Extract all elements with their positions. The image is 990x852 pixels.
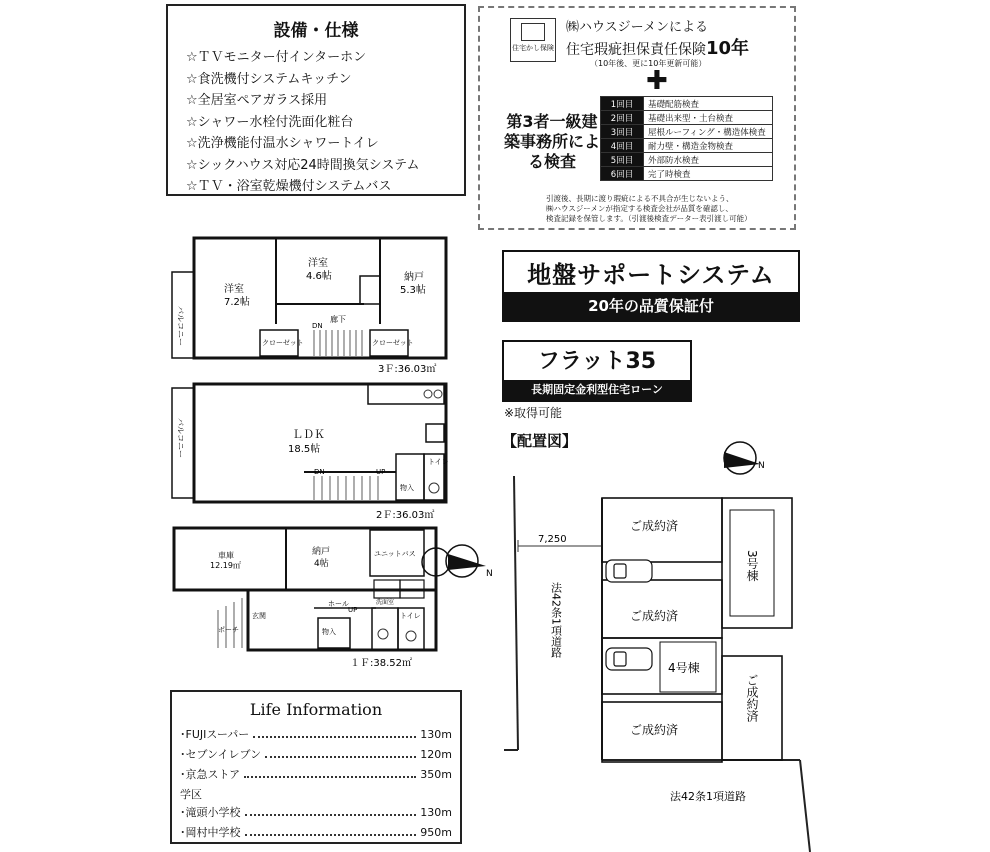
specs-item: ☆ＴＶ・浴室乾燥機付システムバス — [186, 179, 392, 194]
floor1-hall-label: ホール — [328, 600, 349, 608]
specs-item: ☆シャワー水栓付洗面化粧台 — [186, 114, 354, 130]
ground-support-bar: 20年の品質保証付 — [504, 292, 798, 320]
ground-support-title: 地盤サポートシステム — [527, 261, 775, 289]
floor1-up-label: UP — [348, 606, 358, 614]
floor3-storage-size: 5.3帖 — [400, 285, 426, 296]
third-party-label: 第3者一級建築事務所による検査 — [503, 112, 600, 171]
flat35-bar: 長期固定金利型住宅ローン — [504, 380, 690, 400]
inspection-no: 1回目 — [601, 97, 644, 111]
floor3-storage-name: 納戸 — [404, 272, 424, 283]
floor2-ldk-size: 18.5帖 — [288, 444, 321, 455]
floor-plans — [164, 232, 464, 672]
site-plan — [490, 430, 990, 852]
specs-box — [166, 4, 466, 196]
plus-icon: ✚ — [646, 66, 668, 96]
north-arrow-site-icon — [724, 442, 760, 474]
floor1-bath-label: ユニットバス — [374, 550, 416, 558]
inspection-no: 2回目 — [601, 111, 644, 125]
floor1-toilet-label: トイレ — [400, 612, 421, 620]
list-item — [180, 824, 452, 840]
facility-distance: 130m — [420, 805, 452, 819]
warranty-note-line: 引渡後、長期に渡り瑕疵による不具合が生じないよう、 — [546, 194, 734, 203]
inspection-item: 外部防水検査 — [644, 153, 773, 167]
facility-distance: 950m — [420, 825, 452, 839]
floor3-western2-name: 洋室 — [308, 258, 328, 269]
list-item — [180, 786, 452, 802]
floor3-dn-label: DN — [312, 322, 323, 330]
road-width-label: 7,250 — [538, 534, 567, 545]
specs-item: ☆洗浄機能付温水シャワートイレ — [186, 136, 379, 151]
specs-title: 設備・仕様 — [273, 21, 359, 41]
facility-name: ･京急ストア — [180, 768, 241, 781]
floor1-outline-lower — [248, 590, 436, 650]
facility-distance: 130m — [420, 727, 452, 741]
list-item — [180, 726, 452, 742]
warranty-years: 10年 — [706, 38, 750, 59]
facility-name: ･FUJIスーパー — [180, 728, 250, 741]
table-row — [601, 97, 773, 111]
layout-title: 【配置図】 — [502, 432, 578, 450]
inspection-no: 3回目 — [601, 125, 644, 139]
table-row — [601, 139, 773, 153]
table-row — [601, 125, 773, 139]
list-item — [180, 804, 452, 820]
floor3-western2-size: 4.6帖 — [306, 271, 332, 282]
warranty-line2 — [566, 34, 749, 60]
facility-distance: 350m — [420, 767, 452, 781]
specs-list — [168, 47, 464, 198]
floor3-balcony-label: バルコニー — [176, 306, 185, 346]
floor3-western1-name: 洋室 — [224, 284, 244, 295]
specs-item: ☆食洗機付システムキッチン — [186, 71, 352, 87]
inspection-item: 基礎配筋検査 — [644, 97, 773, 111]
floor1-entrance-label: 玄関 — [252, 612, 266, 620]
floor2-area: 2Ｆ:36.03㎡ — [376, 510, 435, 521]
flat35-box — [502, 340, 692, 402]
floor3-area: 3Ｆ:36.03㎡ — [378, 364, 437, 375]
floor1-storage-label: 物入 — [322, 628, 336, 636]
floor2-dn-label: DN — [314, 468, 325, 476]
north-label: N — [486, 569, 493, 579]
floor1-storage-name: 納戸 — [312, 547, 331, 557]
facility-name: ･岡村中学校 — [180, 826, 241, 839]
floor3-closet-label: クローゼット — [372, 339, 414, 347]
floor1-porch-label: ポーチ — [218, 626, 239, 634]
warranty-note — [546, 194, 752, 224]
floor3-hall-label: 廊下 — [330, 315, 346, 324]
specs-item: ☆ＴＶモニター付インターホン — [186, 50, 367, 65]
inspection-no: 6回目 — [601, 167, 644, 181]
floor2-toilet-label: トイレ — [428, 458, 449, 466]
inspection-table — [600, 96, 773, 181]
table-row — [601, 153, 773, 167]
inspection-item: 耐力壁・構造金物検査 — [644, 139, 773, 153]
lot-contracted-label: ご成約済 — [630, 609, 679, 623]
flat35-note: ※取得可能 — [504, 406, 563, 420]
specs-item: ☆全居室ペアガラス採用 — [186, 93, 328, 108]
warranty-note-line: ㈱ハウスジーメンが指定する検査会社が品質を確認し、 — [546, 204, 733, 213]
inspection-no: 5回目 — [601, 153, 644, 167]
warranty-logo — [510, 18, 556, 62]
warranty-line1: ㈱ハウスジーメンによる — [566, 20, 708, 35]
facility-distance: 120m — [420, 747, 452, 761]
inspection-no: 4回目 — [601, 139, 644, 153]
facility-name: ･セブンイレブン — [180, 748, 262, 761]
road-bottom-label: 法42条1項道路 — [670, 790, 746, 803]
warranty-line2-prefix: 住宅瑕疵担保責任保険 — [566, 42, 706, 58]
school-district-label: 学区 — [180, 788, 202, 801]
floor3-western1-size: 7.2帖 — [224, 297, 250, 308]
table-row — [601, 167, 773, 181]
floor2-balcony-label: バルコニー — [176, 418, 185, 458]
floor1-outline-upper — [174, 528, 436, 590]
floor1-area: １Ｆ:38.52㎡ — [350, 658, 412, 669]
warranty-block — [478, 6, 796, 230]
specs-item: ☆シックハウス対応24時間換気システム — [186, 157, 420, 173]
house-icon — [521, 23, 545, 41]
table-row — [601, 111, 773, 125]
floor1-storage-size: 4帖 — [314, 559, 329, 569]
floor2-ldk-name: ＬＤＫ — [292, 428, 325, 441]
inspection-item: 基礎出来型・土台検査 — [644, 111, 773, 125]
lot-contracted-label: ご成約済 — [630, 519, 679, 533]
lot-contracted-label: ご成約済 — [630, 723, 679, 737]
floor2-storage-label: 物入 — [400, 484, 414, 492]
warranty-note-line: 検査記録を保管します。（引渡後検査データー表引渡し可能） — [546, 214, 752, 223]
list-item — [180, 766, 452, 782]
lot-3-label: 3号棟 — [745, 550, 759, 582]
ground-support-box — [502, 250, 800, 322]
facility-name: ･滝頭小学校 — [180, 806, 241, 819]
floor1-garage-size: 12.19㎡ — [210, 561, 241, 570]
list-item — [180, 746, 452, 762]
inspection-item: 屋根ルーフィング・構造体検査 — [644, 125, 773, 139]
floor1-washroom-label: 洗面室 — [376, 599, 395, 606]
lot-4-label: 4号棟 — [668, 661, 700, 675]
flat35-title: フラット35 — [537, 349, 657, 374]
inspection-item: 完了時検査 — [644, 167, 773, 181]
floor3-closet-label: クローゼット — [262, 339, 304, 347]
warranty-sub: （10年後、更に10年更新可能） — [590, 59, 707, 68]
site-north-label: N — [758, 461, 765, 471]
floor1-garage-name: 車庫 — [218, 551, 234, 560]
road-vertical-label: 法42条1項道路 — [549, 582, 563, 658]
life-info-box — [170, 690, 462, 844]
lot-contracted-vertical-label: ご成約済 — [745, 674, 759, 722]
warranty-logo-text: 住宅かし保険 — [512, 44, 554, 52]
life-info-title: Life Information — [249, 700, 383, 719]
floor2-up-label: UP — [376, 468, 386, 476]
